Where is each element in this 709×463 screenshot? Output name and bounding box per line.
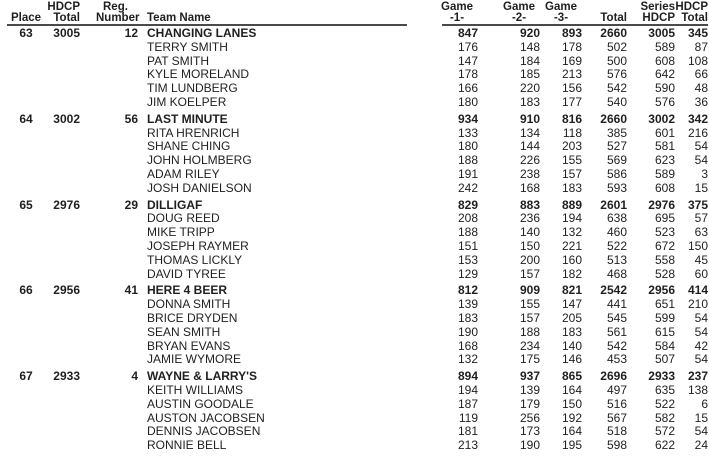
col-header-game2-top: Game bbox=[503, 1, 535, 13]
total-score: 2601 bbox=[600, 197, 627, 212]
game1-score: 183 bbox=[457, 310, 478, 325]
player-row bbox=[0, 353, 709, 367]
series-hdcp-score: 2933 bbox=[648, 369, 675, 384]
standings-body bbox=[0, 27, 709, 456]
team-hdcp-total: 3005 bbox=[53, 26, 80, 40]
total-score: 513 bbox=[606, 252, 627, 267]
total-score: 500 bbox=[606, 53, 627, 68]
player-row bbox=[0, 425, 709, 439]
col-header-reg-number-bottom: Number bbox=[96, 12, 140, 24]
game2-score: 185 bbox=[519, 67, 540, 82]
col-header-hdcp-total2-top: HDCP bbox=[675, 1, 708, 13]
player-row bbox=[0, 384, 709, 398]
player-name: DAVID TYREE bbox=[147, 266, 226, 281]
player-name: DENNIS JACOBSEN bbox=[147, 424, 261, 439]
game3-score: 164 bbox=[561, 382, 582, 397]
player-name: BRYAN EVANS bbox=[147, 338, 231, 353]
game1-score: 119 bbox=[458, 410, 478, 425]
series-hdcp-score: 651 bbox=[654, 297, 675, 312]
game3-score: 816 bbox=[561, 111, 582, 126]
game3-score: 132 bbox=[561, 225, 582, 240]
game3-score: 183 bbox=[561, 324, 582, 339]
hdcp-total-score: 57 bbox=[694, 211, 708, 226]
series-hdcp-score: 528 bbox=[654, 266, 675, 281]
player-row bbox=[0, 154, 709, 168]
total-score: 567 bbox=[606, 410, 627, 425]
game2-score: 168 bbox=[519, 180, 540, 195]
team-block bbox=[0, 284, 709, 367]
game3-score: 164 bbox=[561, 424, 582, 439]
game1-score: 147 bbox=[457, 53, 478, 68]
series-hdcp-score: 2956 bbox=[648, 283, 675, 298]
player-row bbox=[0, 41, 709, 55]
player-name: MIKE TRIPP bbox=[147, 225, 215, 240]
player-row bbox=[0, 182, 709, 196]
game1-score: 180 bbox=[457, 94, 478, 109]
hdcp-total-score: 54 bbox=[694, 153, 708, 168]
player-row bbox=[0, 168, 709, 182]
team-place: 65 bbox=[19, 197, 33, 212]
game3-score: 118 bbox=[562, 125, 582, 140]
series-hdcp-score: 615 bbox=[654, 324, 675, 339]
total-score: 441 bbox=[606, 297, 627, 312]
total-score: 576 bbox=[606, 67, 627, 82]
series-hdcp-score: 672 bbox=[654, 238, 675, 253]
game2-score: 184 bbox=[519, 53, 540, 68]
game3-score: 150 bbox=[561, 396, 582, 411]
player-name: JOSEPH RAYMER bbox=[147, 238, 249, 253]
game3-score: 213 bbox=[561, 67, 582, 82]
player-row bbox=[0, 268, 709, 282]
player-row bbox=[0, 55, 709, 69]
col-header-team-name: Team Name bbox=[147, 12, 211, 24]
game1-score: 168 bbox=[457, 338, 478, 353]
player-name: BRICE DRYDEN bbox=[147, 310, 238, 325]
game1-score: 934 bbox=[457, 111, 478, 126]
col-header-hdcp-total-bottom: Total bbox=[53, 12, 80, 24]
team-block bbox=[0, 370, 709, 453]
team-block bbox=[0, 113, 709, 196]
hdcp-total-score: 54 bbox=[694, 424, 708, 439]
hdcp-total-score: 54 bbox=[694, 324, 708, 339]
col-header-game1-top: Game bbox=[441, 1, 473, 13]
game3-score: 183 bbox=[561, 180, 582, 195]
game2-score: 234 bbox=[519, 338, 540, 353]
team-name: DILLIGAF bbox=[147, 197, 203, 212]
team-row bbox=[0, 370, 709, 384]
player-name: JIM KOELPER bbox=[147, 94, 227, 109]
game2-score: 155 bbox=[519, 297, 540, 312]
player-row bbox=[0, 127, 709, 141]
game2-score: 236 bbox=[519, 211, 540, 226]
series-hdcp-score: 522 bbox=[654, 396, 675, 411]
total-score: 460 bbox=[606, 225, 627, 240]
game3-score: 146 bbox=[561, 352, 582, 367]
game2-score: 134 bbox=[519, 125, 540, 140]
series-hdcp-score: 584 bbox=[654, 338, 675, 353]
player-row bbox=[0, 140, 709, 154]
player-name: THOMAS LICKLY bbox=[147, 252, 243, 267]
game3-score: 889 bbox=[561, 197, 582, 212]
game1-score: 129 bbox=[457, 266, 478, 281]
game3-score: 156 bbox=[561, 81, 582, 96]
total-score: 561 bbox=[606, 324, 627, 339]
game2-score: 144 bbox=[519, 139, 540, 154]
col-header-series-hdcp-top: Series bbox=[640, 1, 675, 13]
player-name: TIM LUNDBERG bbox=[147, 81, 238, 96]
game3-score: 893 bbox=[561, 26, 582, 40]
player-name: TERRY SMITH bbox=[147, 39, 228, 54]
total-score: 2660 bbox=[600, 111, 627, 126]
game3-score: 203 bbox=[561, 139, 582, 154]
team-reg-number: 12 bbox=[124, 26, 138, 40]
player-name: ADAM RILEY bbox=[147, 166, 220, 181]
game2-score: 238 bbox=[519, 166, 540, 181]
hdcp-total-score: 414 bbox=[687, 283, 708, 298]
game1-score: 132 bbox=[457, 352, 478, 367]
hdcp-total-score: 3 bbox=[701, 166, 708, 181]
team-row bbox=[0, 27, 709, 41]
game2-score: 920 bbox=[519, 26, 540, 40]
game3-score: 169 bbox=[561, 53, 582, 68]
total-score: 540 bbox=[606, 94, 627, 109]
team-hdcp-total: 2956 bbox=[53, 283, 80, 298]
game2-score: 256 bbox=[519, 410, 540, 425]
team-hdcp-total: 3002 bbox=[53, 111, 80, 126]
player-name: KEITH WILLIAMS bbox=[147, 382, 244, 397]
series-hdcp-score: 601 bbox=[654, 125, 675, 140]
player-name: RITA HRENRICH bbox=[147, 125, 240, 140]
series-hdcp-score: 589 bbox=[654, 39, 675, 54]
total-score: 542 bbox=[606, 81, 627, 96]
hdcp-total-score: 36 bbox=[694, 94, 708, 109]
team-hdcp-total: 2976 bbox=[53, 197, 80, 212]
total-score: 2696 bbox=[600, 369, 627, 384]
col-header-game1-bottom: -1- bbox=[449, 12, 465, 24]
game2-score: 148 bbox=[519, 39, 540, 54]
game1-score: 153 bbox=[457, 252, 478, 267]
game1-score: 208 bbox=[457, 211, 478, 226]
player-row bbox=[0, 326, 709, 340]
hdcp-total-score: 342 bbox=[687, 111, 708, 126]
series-hdcp-score: 558 bbox=[654, 252, 675, 267]
total-score: 518 bbox=[606, 424, 627, 439]
game3-score: 157 bbox=[561, 166, 582, 181]
game3-score: 865 bbox=[561, 369, 582, 384]
col-header-place: Place bbox=[10, 12, 42, 24]
game2-score: 910 bbox=[519, 111, 540, 126]
game1-score: 187 bbox=[457, 396, 478, 411]
team-name: LAST MINUTE bbox=[147, 111, 228, 126]
game1-score: 847 bbox=[457, 26, 478, 40]
hdcp-total-score: 216 bbox=[687, 125, 708, 140]
team-place: 66 bbox=[19, 283, 33, 298]
game1-score: 166 bbox=[457, 81, 478, 96]
total-score: 2660 bbox=[600, 26, 627, 40]
hdcp-total-score: 48 bbox=[694, 81, 708, 96]
hdcp-total-score: 66 bbox=[694, 67, 708, 82]
game3-score: 140 bbox=[561, 338, 582, 353]
player-name: DOUG REED bbox=[147, 211, 220, 226]
game2-score: 179 bbox=[519, 396, 540, 411]
player-name: RONNIE BELL bbox=[147, 438, 227, 453]
game3-score: 192 bbox=[561, 410, 582, 425]
team-place: 64 bbox=[19, 111, 33, 126]
series-hdcp-score: 523 bbox=[654, 225, 675, 240]
game2-score: 140 bbox=[519, 225, 540, 240]
total-score: 468 bbox=[606, 266, 627, 281]
player-row bbox=[0, 412, 709, 426]
team-name: WAYNE & LARRY'S bbox=[147, 369, 257, 384]
player-name: JAMIE WYMORE bbox=[147, 352, 242, 367]
game2-score: 883 bbox=[519, 197, 540, 212]
game1-score: 180 bbox=[457, 139, 478, 154]
series-hdcp-score: 623 bbox=[654, 153, 675, 168]
total-score: 385 bbox=[606, 125, 627, 140]
total-score: 545 bbox=[606, 310, 627, 325]
total-score: 598 bbox=[606, 438, 627, 453]
team-row bbox=[0, 113, 709, 127]
game3-score: 178 bbox=[561, 39, 582, 54]
game1-score: 190 bbox=[457, 324, 478, 339]
player-row bbox=[0, 254, 709, 268]
total-score: 516 bbox=[606, 396, 627, 411]
col-header-hdcp-total2-bottom: Total bbox=[681, 12, 708, 24]
game1-score: 812 bbox=[457, 283, 478, 298]
series-hdcp-score: 590 bbox=[654, 81, 675, 96]
game3-score: 177 bbox=[561, 94, 582, 109]
game1-score: 213 bbox=[457, 438, 478, 453]
hdcp-total-score: 45 bbox=[694, 252, 708, 267]
hdcp-total-score: 150 bbox=[687, 238, 708, 253]
game2-score: 173 bbox=[519, 424, 540, 439]
series-hdcp-score: 695 bbox=[654, 211, 675, 226]
team-hdcp-total: 2933 bbox=[53, 369, 80, 384]
team-block bbox=[0, 27, 709, 110]
total-score: 522 bbox=[606, 238, 627, 253]
game1-score: 188 bbox=[457, 153, 478, 168]
total-score: 638 bbox=[606, 211, 627, 226]
total-score: 2542 bbox=[600, 283, 627, 298]
game2-score: 157 bbox=[519, 310, 540, 325]
game2-score: 175 bbox=[519, 352, 540, 367]
hdcp-total-score: 15 bbox=[694, 180, 708, 195]
player-name: AUSTIN GOODALE bbox=[147, 396, 254, 411]
hdcp-total-score: 54 bbox=[694, 139, 708, 154]
hdcp-total-score: 138 bbox=[687, 382, 708, 397]
series-hdcp-score: 642 bbox=[654, 67, 675, 82]
hdcp-total-score: 87 bbox=[694, 39, 708, 54]
hdcp-total-score: 108 bbox=[687, 53, 708, 68]
player-row bbox=[0, 398, 709, 412]
series-hdcp-score: 572 bbox=[654, 424, 675, 439]
hdcp-total-score: 210 bbox=[687, 297, 708, 312]
game2-score: 139 bbox=[519, 382, 540, 397]
hdcp-total-score: 15 bbox=[694, 410, 708, 425]
col-header-game3-bottom: -3- bbox=[553, 12, 569, 24]
game3-score: 194 bbox=[561, 211, 582, 226]
hdcp-total-score: 63 bbox=[694, 225, 708, 240]
player-name: DONNA SMITH bbox=[147, 297, 231, 312]
game1-score: 194 bbox=[457, 382, 478, 397]
game2-score: 150 bbox=[519, 238, 540, 253]
team-reg-number: 29 bbox=[124, 197, 138, 212]
total-score: 569 bbox=[606, 153, 627, 168]
total-score: 542 bbox=[606, 338, 627, 353]
game2-score: 937 bbox=[519, 369, 540, 384]
hdcp-total-score: 6 bbox=[701, 396, 708, 411]
team-block bbox=[0, 199, 709, 282]
hdcp-total-score: 375 bbox=[687, 197, 708, 212]
game2-score: 190 bbox=[519, 438, 540, 453]
total-score: 453 bbox=[606, 352, 627, 367]
series-hdcp-score: 581 bbox=[654, 139, 675, 154]
hdcp-total-score: 54 bbox=[694, 352, 708, 367]
col-header-reg-number-top: Reg. bbox=[103, 1, 128, 13]
series-hdcp-score: 507 bbox=[654, 352, 675, 367]
team-name: HERE 4 BEER bbox=[147, 283, 228, 298]
player-name: PAT SMITH bbox=[147, 53, 210, 68]
team-row bbox=[0, 284, 709, 298]
game3-score: 182 bbox=[561, 266, 582, 281]
table-header bbox=[0, 0, 709, 27]
total-score: 593 bbox=[606, 180, 627, 195]
col-header-game2-bottom: -2- bbox=[511, 12, 527, 24]
player-row bbox=[0, 312, 709, 326]
hdcp-total-score: 54 bbox=[694, 310, 708, 325]
team-reg-number: 41 bbox=[124, 283, 138, 298]
player-row bbox=[0, 340, 709, 354]
game1-score: 894 bbox=[457, 369, 478, 384]
hdcp-total-score: 24 bbox=[694, 438, 708, 453]
game3-score: 205 bbox=[561, 310, 582, 325]
player-row bbox=[0, 240, 709, 254]
player-name: JOSH DANIELSON bbox=[147, 180, 252, 195]
player-name: JOHN HOLMBERG bbox=[147, 153, 252, 168]
player-row bbox=[0, 96, 709, 110]
game2-score: 909 bbox=[519, 283, 540, 298]
player-row bbox=[0, 82, 709, 96]
player-name: SEAN SMITH bbox=[147, 324, 221, 339]
col-header-series-hdcp-bottom: HDCP bbox=[642, 12, 675, 24]
series-hdcp-score: 2976 bbox=[648, 197, 675, 212]
series-hdcp-score: 622 bbox=[654, 438, 675, 453]
player-row bbox=[0, 226, 709, 240]
team-reg-number: 56 bbox=[124, 111, 138, 126]
game1-score: 242 bbox=[457, 180, 478, 195]
game3-score: 155 bbox=[561, 153, 582, 168]
col-header-total: Total bbox=[600, 12, 627, 24]
game3-score: 821 bbox=[561, 283, 582, 298]
series-hdcp-score: 608 bbox=[654, 180, 675, 195]
hdcp-total-score: 60 bbox=[694, 266, 708, 281]
series-hdcp-score: 599 bbox=[654, 310, 675, 325]
hdcp-total-score: 345 bbox=[687, 26, 708, 40]
game1-score: 176 bbox=[457, 39, 478, 54]
player-name: SHANE CHING bbox=[147, 139, 231, 154]
team-place: 67 bbox=[19, 369, 33, 384]
team-place: 63 bbox=[19, 26, 33, 40]
series-hdcp-score: 635 bbox=[654, 382, 675, 397]
player-row bbox=[0, 298, 709, 312]
game3-score: 195 bbox=[561, 438, 582, 453]
game1-score: 191 bbox=[457, 166, 478, 181]
game1-score: 178 bbox=[457, 67, 478, 82]
series-hdcp-score: 3002 bbox=[648, 111, 675, 126]
series-hdcp-score: 589 bbox=[654, 166, 675, 181]
team-reg-number: 4 bbox=[131, 369, 138, 384]
game2-score: 157 bbox=[519, 266, 540, 281]
col-header-hdcp-total-top: HDCP bbox=[47, 1, 80, 13]
game1-score: 188 bbox=[457, 225, 478, 240]
game3-score: 147 bbox=[561, 297, 582, 312]
total-score: 586 bbox=[606, 166, 627, 181]
game1-score: 151 bbox=[457, 238, 478, 253]
player-row bbox=[0, 212, 709, 226]
game1-score: 181 bbox=[457, 424, 478, 439]
game1-score: 829 bbox=[457, 197, 478, 212]
game3-score: 160 bbox=[561, 252, 582, 267]
hdcp-total-score: 42 bbox=[694, 338, 708, 353]
series-hdcp-score: 3005 bbox=[648, 26, 675, 40]
team-row bbox=[0, 199, 709, 213]
game2-score: 188 bbox=[519, 324, 540, 339]
total-score: 527 bbox=[606, 139, 627, 154]
player-name: KYLE MORELAND bbox=[147, 67, 250, 82]
series-hdcp-score: 608 bbox=[654, 53, 675, 68]
player-row bbox=[0, 439, 709, 453]
total-score: 502 bbox=[606, 39, 627, 54]
series-hdcp-score: 576 bbox=[654, 94, 675, 109]
game2-score: 220 bbox=[519, 81, 540, 96]
game3-score: 221 bbox=[561, 238, 582, 253]
game1-score: 139 bbox=[457, 297, 478, 312]
series-hdcp-score: 582 bbox=[654, 410, 675, 425]
team-name: CHANGING LANES bbox=[147, 26, 257, 40]
game1-score: 133 bbox=[457, 125, 478, 140]
game2-score: 183 bbox=[519, 94, 540, 109]
player-row bbox=[0, 68, 709, 82]
game2-score: 226 bbox=[519, 153, 540, 168]
total-score: 497 bbox=[606, 382, 627, 397]
col-header-game3-top: Game bbox=[545, 1, 577, 13]
game2-score: 200 bbox=[519, 252, 540, 267]
player-name: AUSTON JACOBSEN bbox=[147, 410, 265, 425]
hdcp-total-score: 237 bbox=[687, 369, 708, 384]
